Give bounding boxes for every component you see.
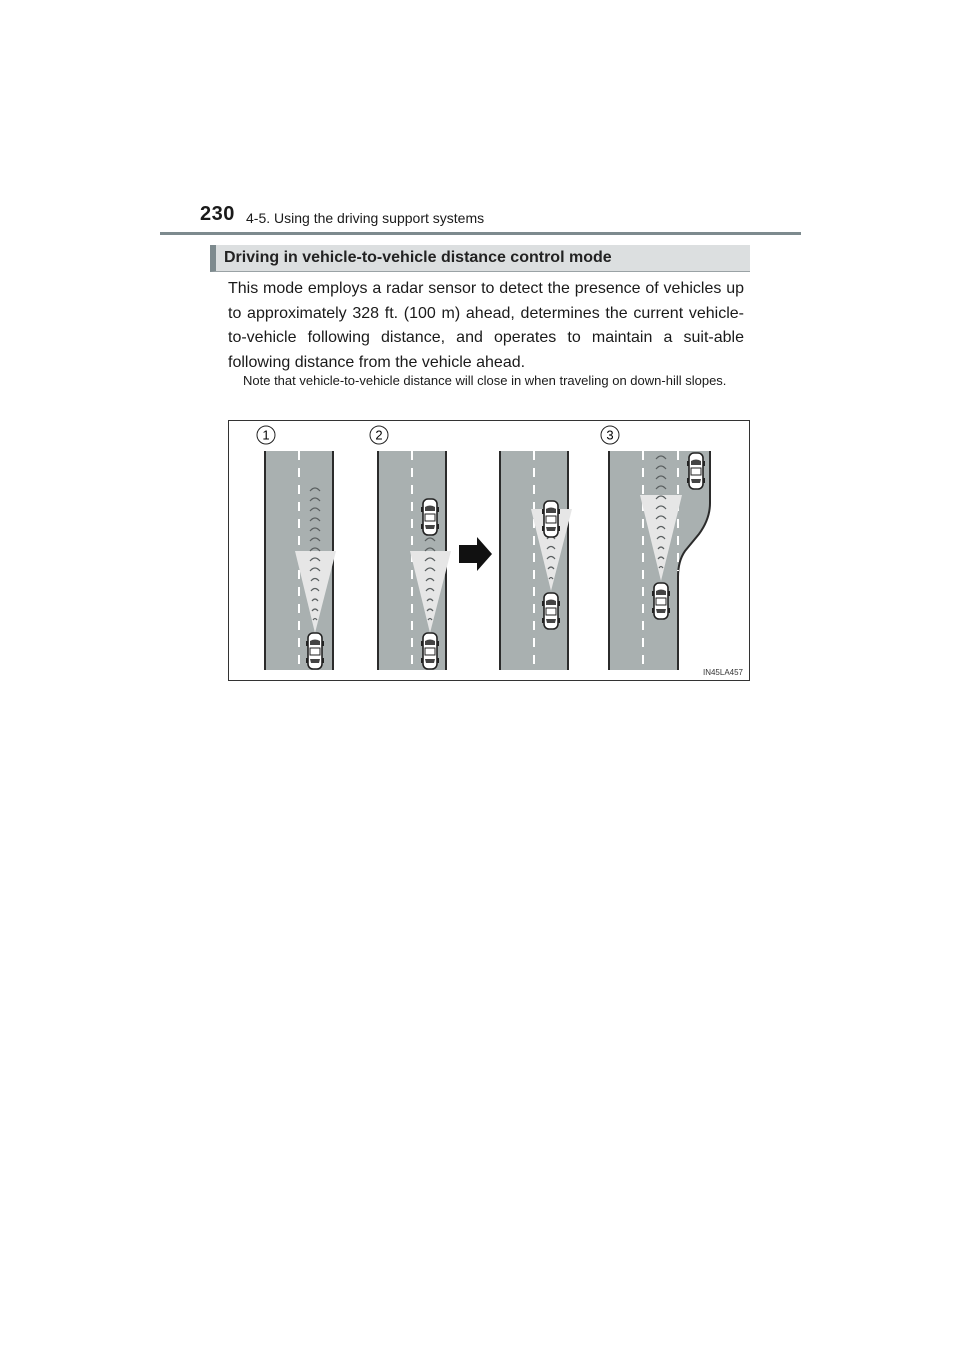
scene-3-road: [601, 426, 710, 670]
section-title: 4-5. Using the driving support systems: [246, 210, 485, 226]
subheading-bar: [210, 245, 750, 272]
step-2-label: 2: [375, 427, 383, 443]
subheading-title: Driving in vehicle-to-vehicle distance control mode: [224, 249, 612, 266]
header-rule: [160, 232, 801, 235]
body-paragraph: This mode employs a radar sensor to detect the presence of vehicles up to approximately 328 ft. (100 m) ahead, determines the current vehicle-to-vehicle following distance, and operates to maintain a suit-able following distance from the vehicle ahead.: [228, 280, 744, 371]
step-3-label: 3: [606, 427, 614, 443]
radar-diagram-svg: [229, 421, 751, 682]
figure-code: IN45LA457: [702, 668, 743, 677]
note-paragraph: Note that vehicle-to-vehicle distance will close in when traveling on down-hill slopes.: [243, 373, 727, 388]
step-1-label: 1: [262, 427, 270, 443]
arrow-right-icon: [459, 537, 492, 571]
scene-2-road: [370, 426, 451, 670]
scene-1-road: [257, 426, 336, 670]
radar-diagram: [228, 420, 750, 681]
page-number: 230: [200, 203, 235, 225]
scene-2b-road: [500, 451, 572, 670]
